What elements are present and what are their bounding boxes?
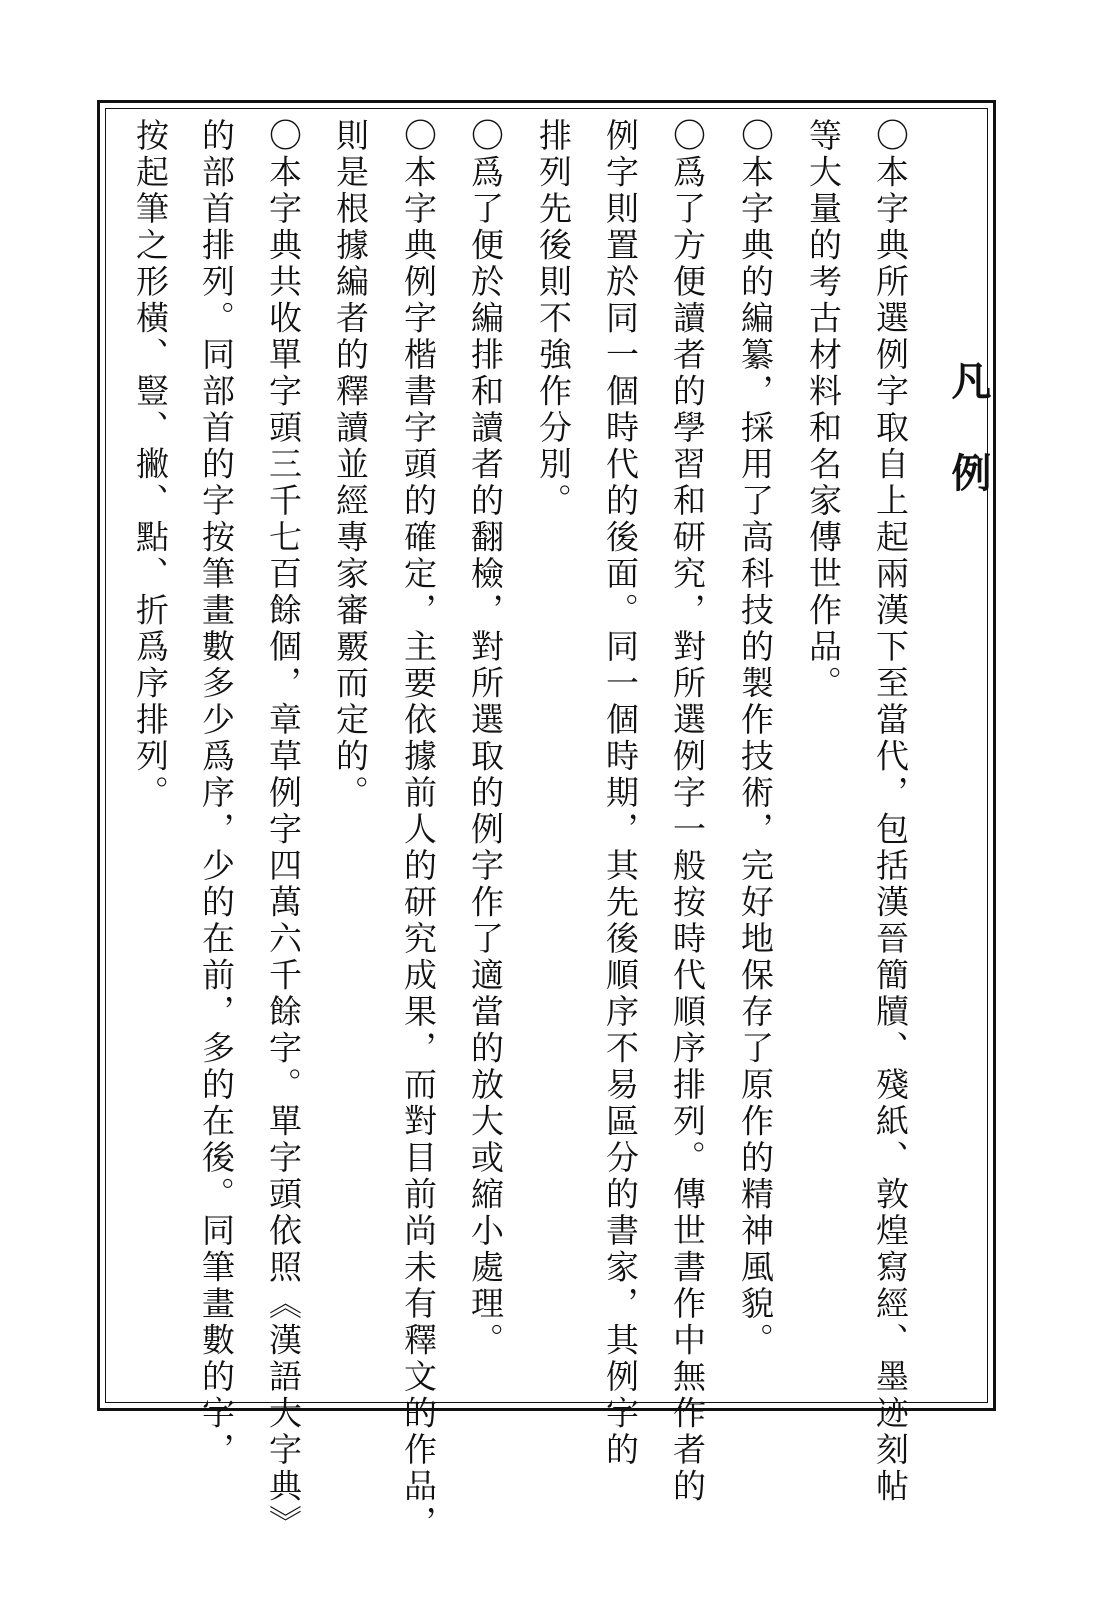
text-column-11: 的部首排列。同部首的字按筆畫數多少爲序，少的在前，多的在後。同筆畫數的字， — [197, 118, 236, 1469]
text-column-9: 則是根據編者的釋讀並經專家審覈而定的。 — [331, 118, 370, 812]
text-column-4: 〇爲了方便讀者的學習和研究，對所選例字一般按時代順序排列。傳世書作中無作者的 — [668, 118, 707, 1505]
text-column-10: 〇本字典共收單字頭三千七百餘個，章草例字四萬六千餘字。單字頭依照《漢語大字典》 — [264, 118, 303, 1542]
text-column-12: 按起筆之形橫、豎、撇、點、折爲序排列。 — [131, 118, 170, 812]
text-column-3: 〇本字典的編纂，採用了高科技的製作技術，完好地保存了原作的精神風貌。 — [736, 118, 775, 1359]
text-column-1: 〇本字典所選例字取自上起兩漢下至當代，包括漢晉簡牘、殘紙、敦煌寫經、墨迹刻帖 — [871, 118, 910, 1505]
text-column-2: 等大量的考古材料和名家傳世作品。 — [804, 118, 843, 702]
page-title: 凡例 — [945, 360, 992, 544]
text-column-7: 〇爲了便於編排和讀者的翻檢，對所選取的例字作了適當的放大或縮小處理。 — [466, 118, 505, 1359]
text-column-8: 〇本字典例字楷書字頭的確定，主要依據前人的研究成果，而對目前尚未有釋文的作品， — [399, 118, 438, 1542]
text-column-5: 例字則置於同一個時代的後面。同一個時期，其先後順序不易區分的書家，其例字的 — [601, 118, 640, 1469]
text-column-6: 排列先後則不強作分別。 — [534, 118, 573, 520]
